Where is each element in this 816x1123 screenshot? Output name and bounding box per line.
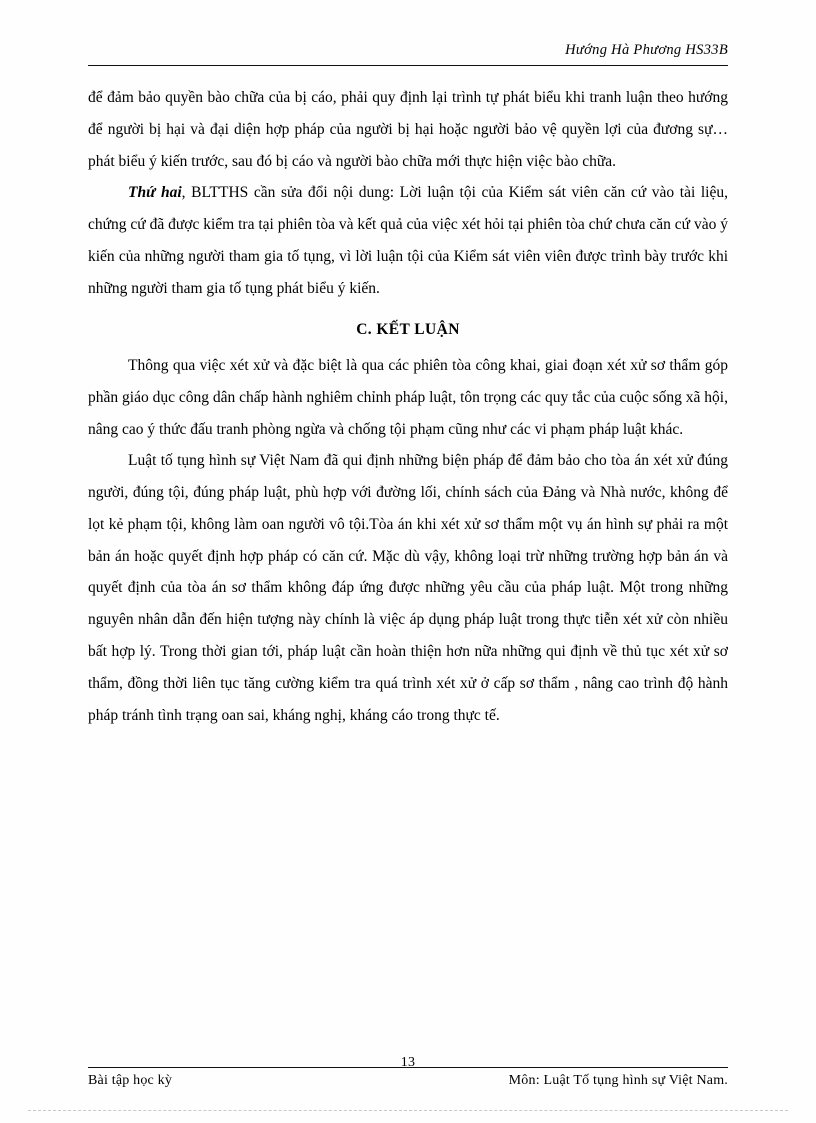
page-content xyxy=(88,42,728,731)
document-body xyxy=(88,82,728,731)
header-divider xyxy=(88,65,728,66)
paragraph-2-lead: Thứ hai xyxy=(128,184,182,202)
footer-left-text: Bài tập học kỳ xyxy=(88,1073,173,1088)
footer-row xyxy=(88,1068,728,1089)
page-footer xyxy=(88,1055,728,1089)
paragraph-3: Thông qua việc xét xử và đặc biệt là qua các phiên tòa công khai, giai đoạn xét xử sơ thẩm góp phần giáo dục công dân chấp hành nghiêm chỉnh pháp luật, tôn trọng các quy tắc của cuộc sống xã hội, nâng cao ý thức đấu tranh phòng ngừa và chống tội phạm cũng như các vi phạm pháp luật khác. xyxy=(88,357,728,438)
paragraph-4: Luật tố tụng hình sự Việt Nam đã qui định những biện pháp để đảm bảo cho tòa án xét xử đúng người, đúng tội, đúng pháp luật, phù hợp với đường lối, chính sách của Đảng và Nhà nước, không để lọt kẻ phạm tội, không làm oan người vô tội.Tòa án khi xét xử sơ thẩm một vụ án hình sự phải ra một bản án hoặc quyết định hợp pháp có căn cứ. Mặc dù vậy, không loại trừ những trường hợp bản án và quyết định của tòa án sơ thẩm không đáp ứng được những yêu cầu của pháp luật. Một trong những nguyên nhân dẫn đến hiện tượng này chính là việc áp dụng pháp luật trong thực tiễn xét xử còn nhiều bất hợp lý. Trong thời gian tới, pháp luật cần hoàn thiện hơn nữa những qui định về thủ tục xét xử sơ thẩm, đồng thời liên tục tăng cường kiểm tra quá trình xét xử ở cấp sơ thẩm , nâng cao trình độ hành pháp tránh tình trạng oan sai, kháng nghị, kháng cáo trong thực tế. xyxy=(88,452,728,724)
paragraph-2-text: , BLTTHS cần sửa đổi nội dung: Lời luận tội của Kiểm sát viên căn cứ vào tài liệu, chứng cứ đã được kiểm tra tại phiên tòa và kết quả của việc xét hỏi tại phiên tòa chứ chưa căn cứ vào ý kiến của những người tham gia tố tụng, vì lời luận tội của Kiểm sát viên viên được trình bày trước khi những người tham gia tố tụng phát biểu ý kiến. xyxy=(88,184,728,297)
footer-right-text: Môn: Luật Tố tụng hình sự Việt Nam. xyxy=(508,1073,728,1088)
paragraph-2 xyxy=(88,177,728,304)
paragraph-1: để đảm bảo quyền bào chữa của bị cáo, phải quy định lại trình tự phát biểu khi tranh luận theo hướng để người bị hại và đại diện hợp pháp của người bị hại hoặc người bảo vệ quyền lợi của đương sự…phát biểu ý kiến trước, sau đó bị cáo và người bào chữa mới thực hiện việc bào chữa. xyxy=(88,89,728,170)
section-heading: C. KẾT LUẬN xyxy=(356,321,460,339)
page-number: 13 xyxy=(400,1055,416,1070)
scan-edge-line xyxy=(28,1110,788,1111)
running-header: Hướng Hà Phương HS33B xyxy=(565,42,728,58)
